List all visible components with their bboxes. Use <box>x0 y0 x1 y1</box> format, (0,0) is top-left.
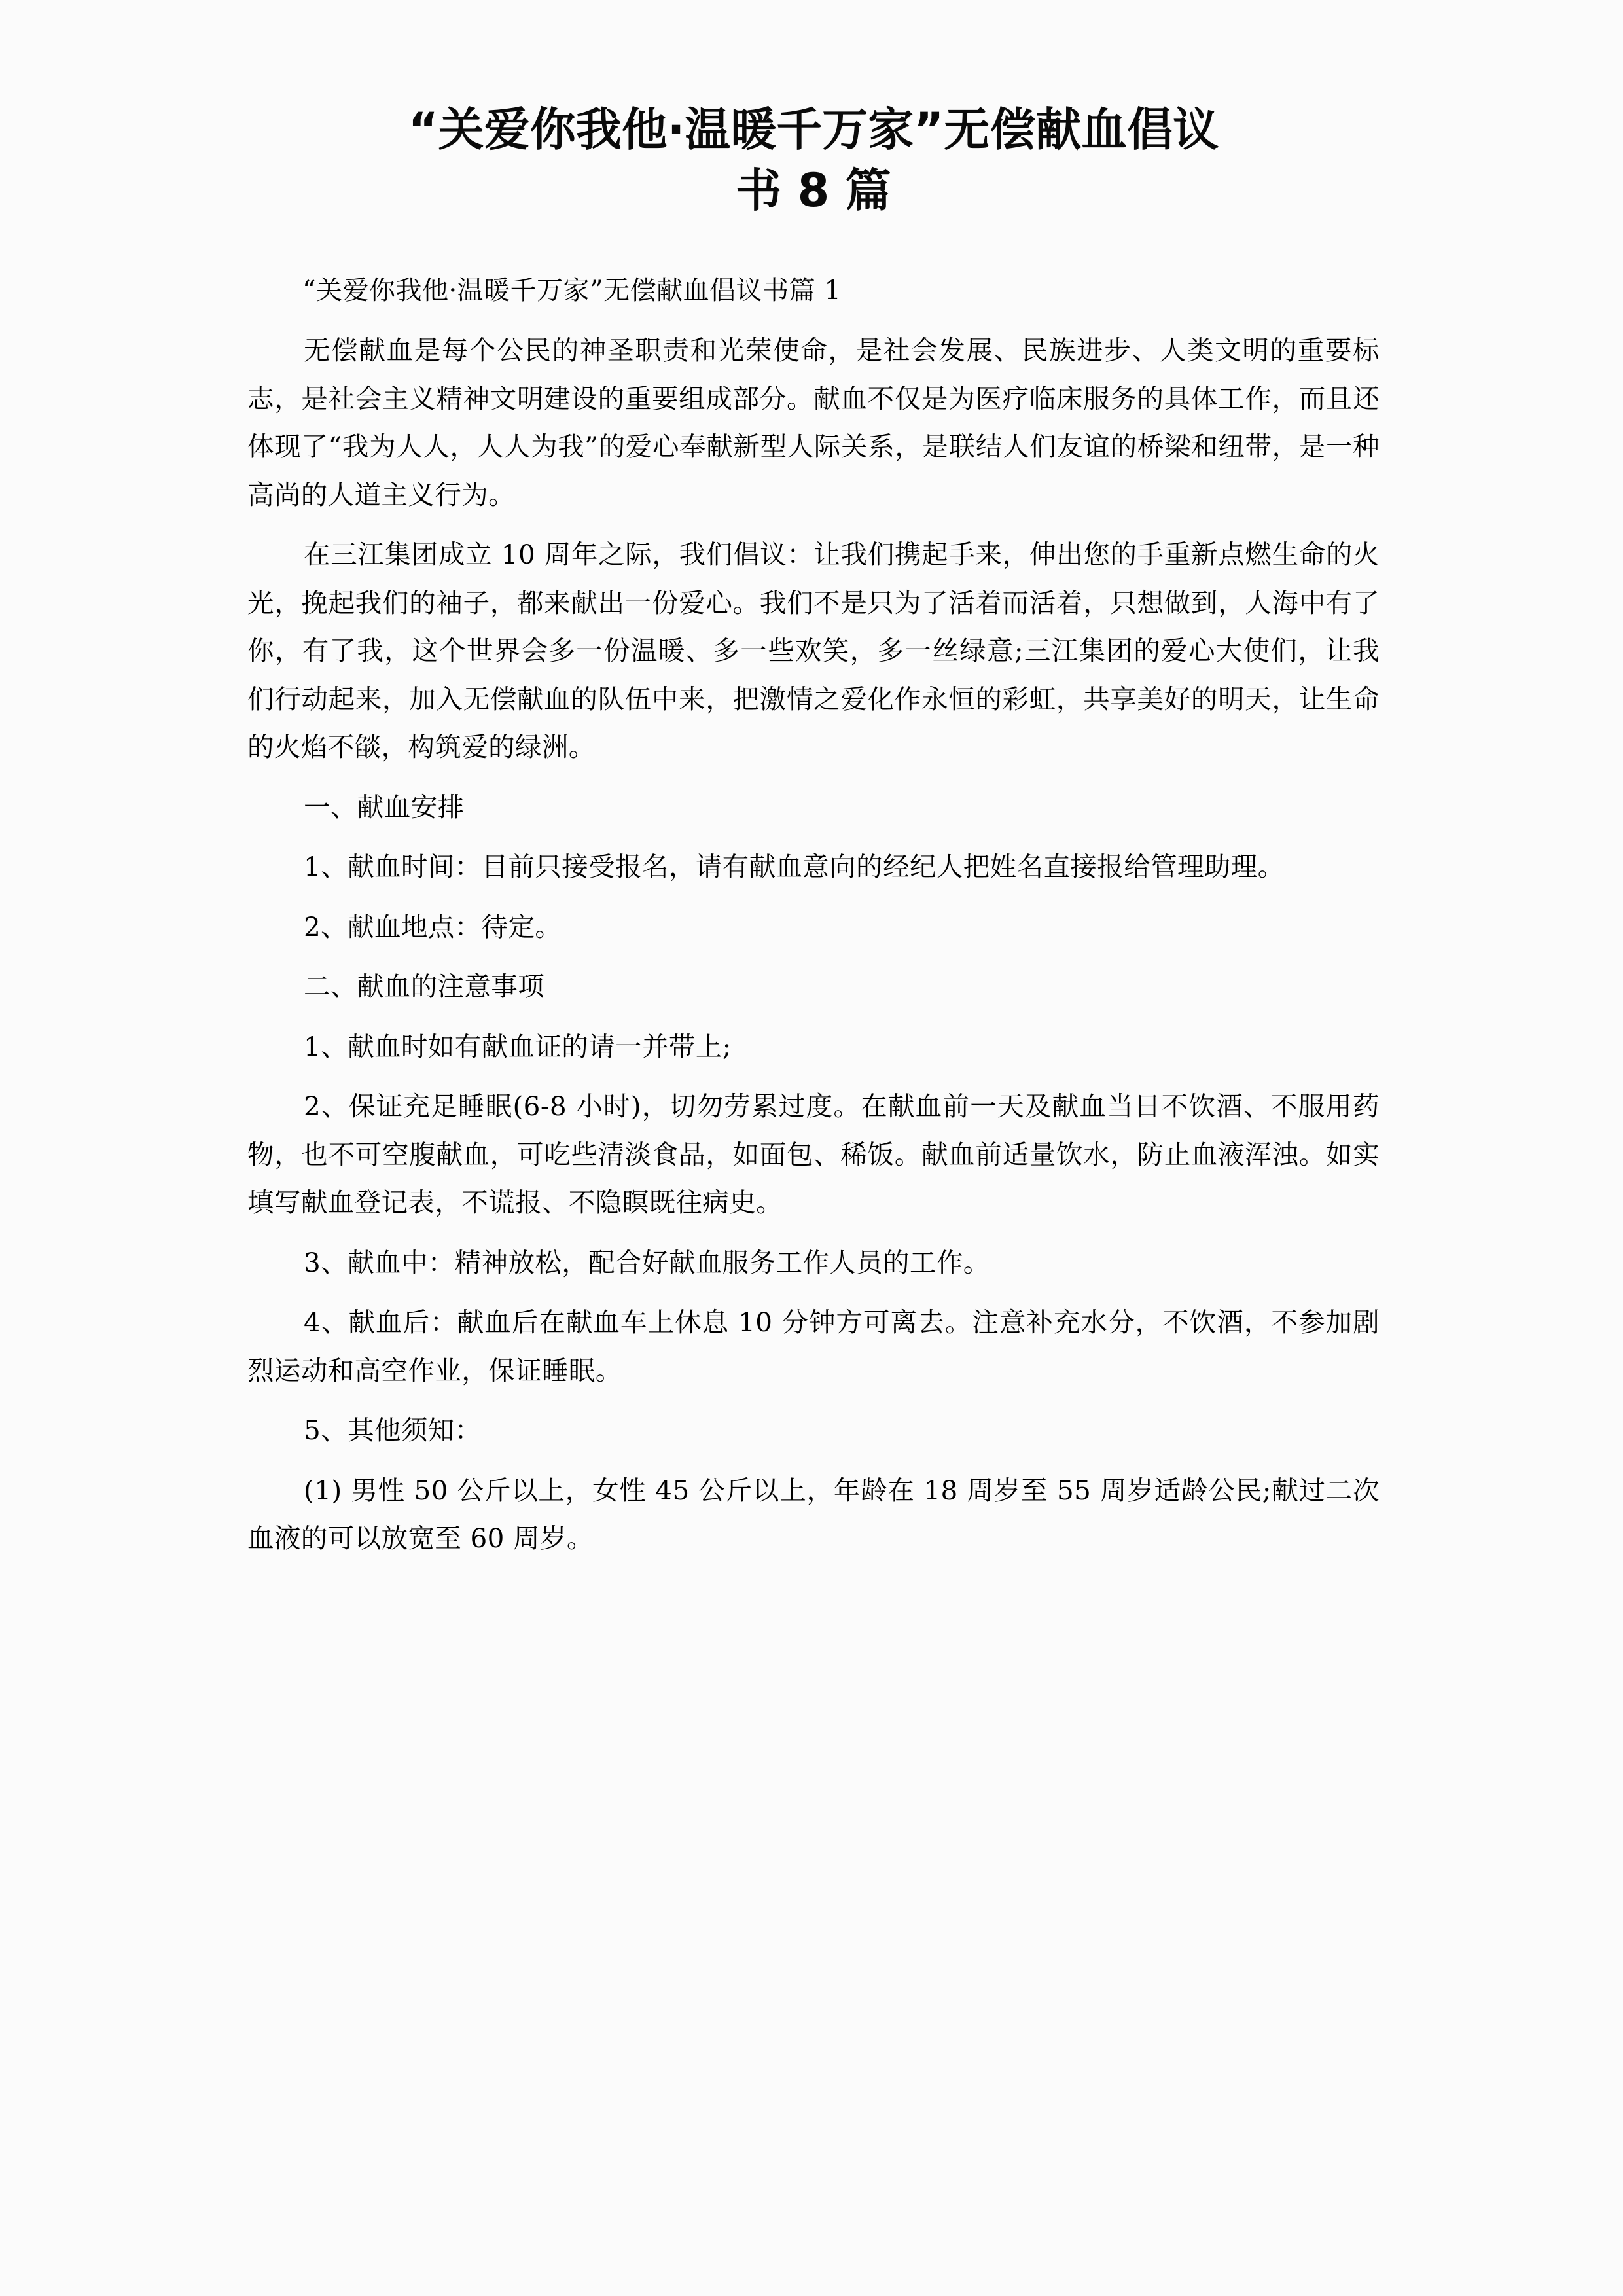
list-item-donation-place: 2、献血地点：待定。 <box>304 910 562 942</box>
page-title-line-2: 书 8 篇 <box>736 164 891 217</box>
list-item-notice-1: 1、献血时如有献血证的请一并带上; <box>304 1030 732 1062</box>
list-item-notice-5: 5、其他须知： <box>304 1414 482 1446</box>
list-item-notice-4: 4、献血后：献血后在献血车上休息 10 分钟方可离去。注意补充水分，不饮酒，不参加剧烈运动和高空作业，保证睡眠。 <box>247 1306 1380 1386</box>
section-subtitle: “关爱你我他·温暖千万家”无偿献血倡议书篇 1 <box>302 276 842 306</box>
section-heading-1: 一、献血安排 <box>304 791 465 823</box>
list-item-donation-time: 1、献血时间：目前只接受报名，请有献血意向的经纪人把姓名直接报给管理助理。 <box>304 851 1285 882</box>
page-title-line-1: “关爱你我他·温暖千万家”无偿献血倡议 <box>408 103 1219 156</box>
body-paragraph-1: 无偿献血是每个公民的神圣职责和光荣使命，是社会发展、民族进步、人类文明的重要标志，是社会主义精神文明建设的重要组成部分。献血不仅是为医疗临床服务的具体工作，而且还体现了“我为人人，人人为我”的爱心奉献新型人际关系，是联结人们友谊的桥梁和纽带，是一种高尚的人道主义行为。 <box>247 334 1380 511</box>
list-item-notice-3: 3、献血中：精神放松，配合好献血服务工作人员的工作。 <box>304 1246 990 1278</box>
list-item-notice-2: 2、保证充足睡眠(6-8 小时)，切勿劳累过度。在献血前一天及献血当日不饮酒、不服用药物，也不可空腹献血，可吃些清淡食品，如面包、稀饭。献血前适量饮水，防止血液浑浊。如实填写献血登记表，不谎报、不隐瞑既往病史。 <box>247 1090 1380 1218</box>
body-paragraph-2: 在三江集团成立 10 周年之际，我们倡议：让我们携起手来，伸出您的手重新点燃生命的火光，挽起我们的袖子，都来献出一份爱心。我们不是只为了活着而活着，只想做到，人海中有了你，有了我，这个世界会多一份温暖、多一些欢笑，多一丝绿意;三江集团的爱心大使们，让我们行动起来，加入无偿献血的队伍中来，把激情之爱化作永恒的彩虹，共享美好的明天，让生命的火焰不燄，构筑爱的绿洲。 <box>247 539 1380 762</box>
page-title <box>247 0 1380 221</box>
document-content <box>247 0 1380 1563</box>
list-item-eligibility-1: (1) 男性 50 公斤以上，女性 45 公斤以上，年龄在 18 周岁至 55 周岁适龄公民;献过二次血液的可以放宽至 60 周岁。 <box>247 1474 1380 1554</box>
section-heading-2: 二、献血的注意事项 <box>304 971 545 1002</box>
